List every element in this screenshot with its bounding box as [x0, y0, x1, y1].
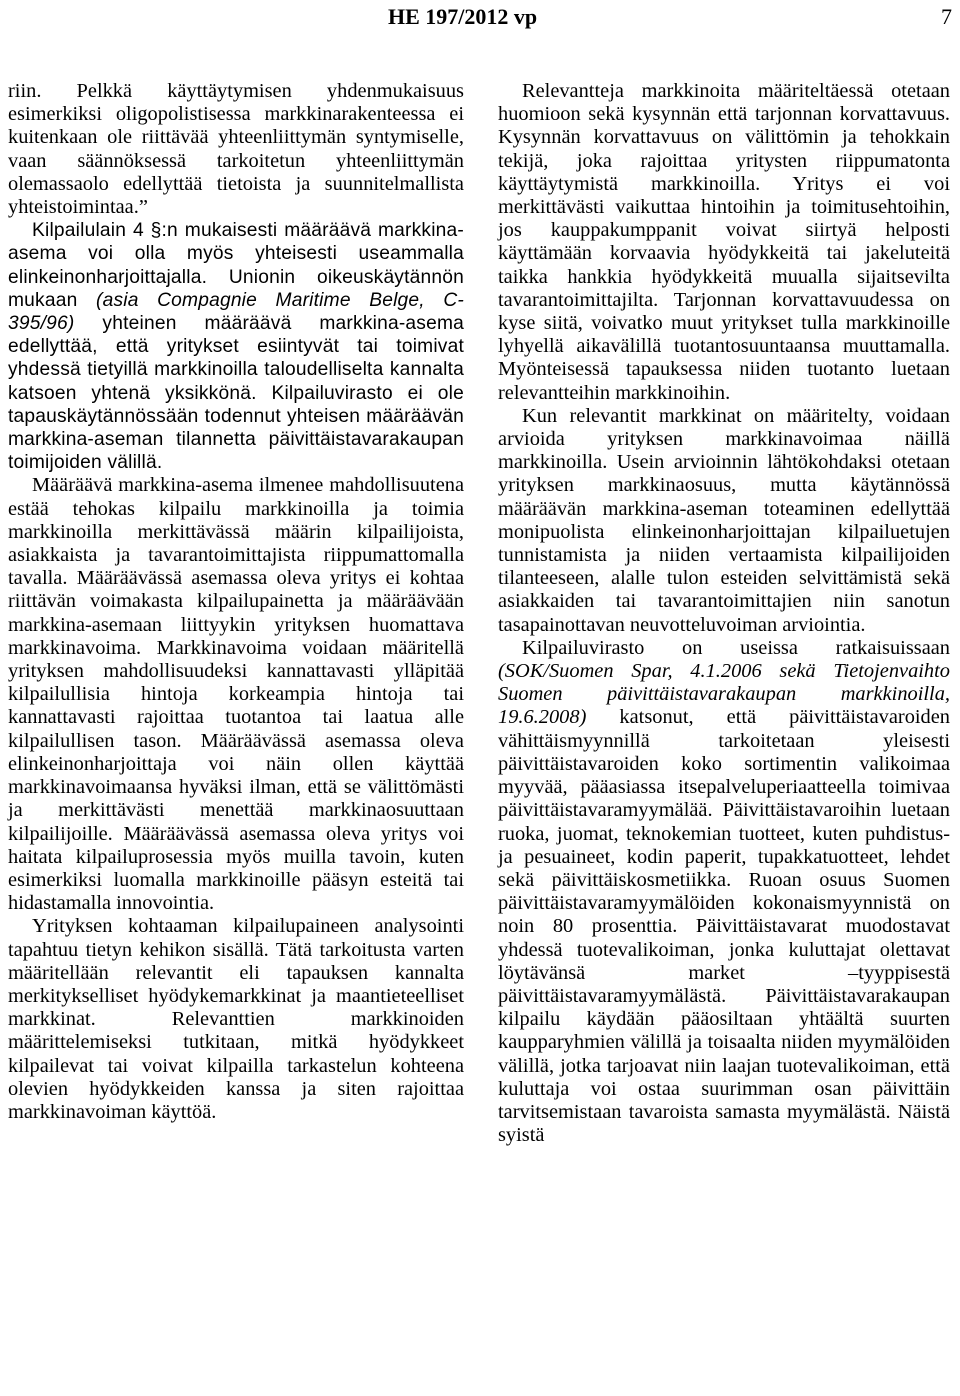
- paragraph-text: yhteinen määräävä markkina-asema edellyttää, että yritykset esiintyvät tai toimivat yhdessä tietyillä markkinoilla taloudelliselta kannalta katsoen yhtenä yksikkönä. Kilpailuvirasto ei ole tapauskäytännössään todennut yhteisen määräävän markkina-aseman tilannetta päivittäistavarakaupan toimijoiden välillä.: [8, 313, 464, 474]
- paragraph: Yrityksen kohtaaman kilpailupaineen analysointi tapahtuu tietyn kehikon sisällä. Tätä tarkoitusta varten määritellään relevantit eli tapauksen kannalta merkitykselliset hyödykemarkkinat ja maantieteelliset markkinat. Relevanttien markkinoiden määrittelemiseksi tutkitaan, mitkä hyödykkeet kilpailevat tai voivat kilpailla tarkastelun kohteena olevien hyödykkeiden kanssa ja siten rajoittaa markkinavoiman käyttöä.: [8, 915, 464, 1123]
- paragraph: Määräävä markkina-asema ilmenee mahdollisuutena estää tehokas kilpailu markkinoilla ja toimia markkinoilla merkittävässä määrin kilpailijoista, asiakkaista ja tavarantoimittajista riippumattomalla tavalla. Määräävässä asemassa oleva yritys ei kohtaa riittävän voimakasta kilpailupainetta ja määräävään markkina-asemaan liittyykin yrityksen huomattava markkinavoima. Markkinavoima voidaan määritellä yrityksen mahdollisuudeksi kannattavasti ylläpitää kilpailullisia hintoja korkeampia hintoja tai kannattavasti rajoittaa tuotantoa tai laatua alle kilpailullisen tason. Määräävässä asemassa oleva elinkeinonharjoittaja voi näin ollen käyttää markkinavoimaansa hyväksi ilman, että se välittömästi ja merkittävästi menettää markkinaosuuttaan kilpailijoille. Määräävässä asemassa oleva yritys voi haitata kilpailuprosessia myös muilla tavoin, kuten esimerkiksi luomalla markkinoille pääsyn esteitä tai hidastamalla innovointia.: [8, 474, 464, 915]
- right-column: [498, 80, 950, 1147]
- page-header: [0, 4, 960, 36]
- case-citation: (SOK/Suomen Spar, 4.1.2006 sekä Tietojenvaihto Suomen päivittäistavarakaupan markkinoilla, 19.6.2008): [498, 660, 950, 729]
- paragraph-text: katsonut, että päivittäistavaroiden vähittäismyynnillä tarkoitetaan yleisesti päivittäistavaroiden koko sortimentin valikoimaa myyvää, pääasiassa itsepalveluperiaatteella toimivaa päivittäistavaramyymälää. Päivittäistavaroihin luetaan ruoka, juomat, teknokemian tuotteet, kuten puhdistus- ja pesuaineet, kodin paperit, tupakkatuotteet, lehdet sekä päivittäiskosmetiikka. Ruoan osuus Suomen päivittäistavaramyymälöiden kokonaismyynnistä on noin 80 prosenttia. Päivittäistavarat muodostavat yhdessä tuotevalikoiman, jonka kuluttajat olettavat löytävänsä market –tyyppisestä päivittäistavaramyymälästä. Päivittäistavarakaupan kilpailu käydään pääosiltaan yhtäältä suurten kaupparyhmien välillä ja toisaalta niiden myymälöiden välillä, jotka tarjoavat niin laajan tuotevalikoiman, että kuluttaja voi ostaa suurimman osan päivittäin tarvitsemistaan tavaroista samasta myymälästä. Näistä syistä: [498, 706, 950, 1147]
- paragraph: [498, 637, 950, 1147]
- paragraph-text: Kilpailuvirasto on useissa ratkaisuissaan: [522, 636, 950, 659]
- paragraph: Relevantteja markkinoita määriteltäessä otetaan huomioon sekä kysynnän että tarjonnan korvattavuus. Kysynnän korvattavuus on välittömin ja tehokkain tekijä, joka rajoittaa yritysten riippumatonta käyttäytymistä markkinoilla. Yritys ei voi merkittävästi vaikuttaa hintoihin ja toimitusehtoihin, jos kauppakumppanit voivat siirtyä helposti käyttämään korvaavia hyödykkeitä tai jakeluteitä taikka hankkia hyödykkeitä muualla sijaitsevilta tavarantoimittajilta. Tarjonnan korvattavuudessa on kyse siitä, voivatko muut yritykset tulla markkinoille lyhyellä aikavälillä tuotantosuuntaansa muuttamalla. Myönteisessä tapauksessa niiden tuotanto luetaan relevantteihin markkinoihin.: [498, 80, 950, 404]
- paragraph-text: Unionin oikeuskäytännön mukaan: [8, 266, 464, 311]
- paragraph: riin. Pelkkä käyttäytymisen yhdenmukaisuus esimerkiksi oligopolistisessa markkinarakenteessa ei kuitenkaan ole riittävää yhteenliittymän syntymiselle, vaan säännöksessä tarkoitetun yhteenliittymän olemassaolo edellyttää tietoista ja suunnitelmallista yhteistoimintaa.”: [8, 80, 464, 219]
- paragraph: Kun relevantit markkinat on määritelty, voidaan arvioida yrityksen markkinavoimaa näillä markkinoilla. Usein arvioinnin lähtökohdaksi otetaan yrityksen markkinaosuus, mutta käytännössä määräävän markkina-aseman toteaminen edellyttää monipuolista elinkeinonharjoittajan kilpailuetujen tunnistamista ja niiden vertaamista kilpailijoiden tilanteeseen, alalle tulon esteiden selvittämistä sekä asiakkaiden tai tavarantoimittajien niin sanotun tasapainottavan neuvotteluvoiman arviointia.: [498, 404, 950, 636]
- paragraph: [8, 219, 464, 474]
- left-column: [8, 80, 464, 1124]
- paragraph-text: Kilpailulain 4 §:n mukaisesti määräävä markkina-asema voi olla myös yhteisesti useammalla elinkeinonharjoittajalla.: [8, 220, 464, 288]
- case-citation: (asia Compagnie Maritime Belge, C-395/96): [8, 289, 464, 335]
- page-number: 7: [941, 4, 952, 29]
- document-id: HE 197/2012 vp: [388, 4, 538, 29]
